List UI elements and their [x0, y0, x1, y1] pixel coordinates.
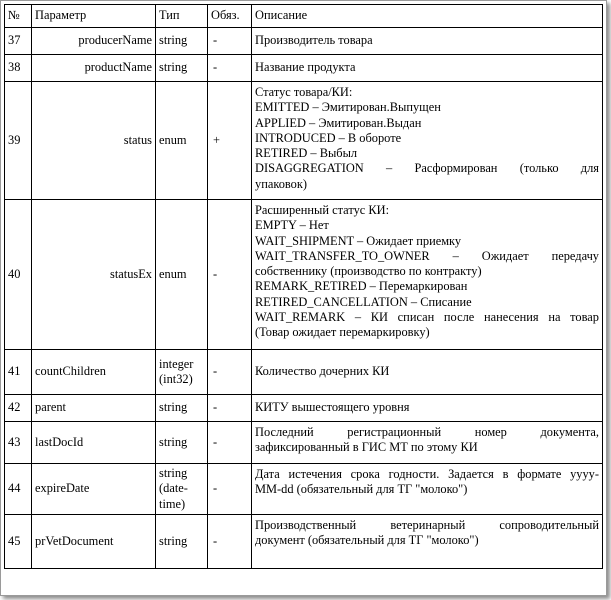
row-desc: Производитель товара [252, 28, 603, 55]
header-type: Тип [156, 5, 208, 28]
table-row [5, 82, 603, 200]
row-required: - [208, 422, 252, 464]
header-num: № [5, 5, 32, 28]
row-num: 45 [5, 515, 32, 569]
row-param: statusEx [32, 200, 156, 350]
row-param: productName [32, 55, 156, 82]
row-type: string [156, 515, 208, 569]
row-num: 40 [5, 200, 32, 350]
row-num: 43 [5, 422, 32, 464]
row-required: - [208, 515, 252, 569]
row-num: 39 [5, 82, 32, 200]
table-row [5, 350, 603, 395]
row-type: integer (int32) [156, 350, 208, 395]
row-desc: Название продукта [252, 55, 603, 82]
table-row [5, 395, 603, 422]
row-type: string [156, 422, 208, 464]
row-required: - [208, 28, 252, 55]
table-row [5, 422, 603, 464]
header-required: Обяз. [208, 5, 252, 28]
header-param: Параметр [32, 5, 156, 28]
row-required: + [208, 82, 252, 200]
row-param: parent [32, 395, 156, 422]
row-desc: Дата истечения срока годности. Задается в формате yyyy- MM-dd (обязательный для ТГ "молоко") [252, 464, 603, 515]
row-param: status [32, 82, 156, 200]
row-required: - [208, 55, 252, 82]
row-param: countChildren [32, 350, 156, 395]
row-type: enum [156, 82, 208, 200]
table-row [5, 55, 603, 82]
row-desc: Производственный ветеринарный сопроводительный документ (обязательный для ТГ "молоко") [252, 515, 603, 569]
row-desc: КИТУ вышестоящего уровня [252, 395, 603, 422]
table-row [5, 515, 603, 569]
row-num: 44 [5, 464, 32, 515]
row-required: - [208, 464, 252, 515]
row-param: prVetDocument [32, 515, 156, 569]
row-param: expireDate [32, 464, 156, 515]
row-param: lastDocId [32, 422, 156, 464]
row-required: - [208, 200, 252, 350]
row-type: string [156, 395, 208, 422]
row-num: 41 [5, 350, 32, 395]
table-row [5, 28, 603, 55]
row-desc: Последний регистрационный номер документа, зафиксированный в ГИС МТ по этому КИ [252, 422, 603, 464]
row-num: 38 [5, 55, 32, 82]
row-type: string [156, 55, 208, 82]
row-num: 37 [5, 28, 32, 55]
row-desc: Количество дочерних КИ [252, 350, 603, 395]
row-desc: Статус товара/КИ: EMITTED – Эмитирован.Выпущен APPLIED – Эмитирован.Выдан INTRODUCED – В обороте RETIRED – Выбыл DISAGGREGATION – Расформирован (только для упаковок) [252, 82, 603, 200]
row-type: string (date-time) [156, 464, 208, 515]
header-desc: Описание [252, 5, 603, 28]
row-required: - [208, 350, 252, 395]
parameters-table [4, 4, 603, 569]
row-type: string [156, 28, 208, 55]
row-desc: Расширенный статус КИ: EMPTY – Нет WAIT_SHIPMENT – Ожидает приемку WAIT_TRANSFER_TO_OWNER – Ожидает передачу собственнику (производство по контракту) REMARK_RETIRED – Перемаркирован RETIRED_CANCELLATION – Списание WAIT_REMARK – КИ списан после нанесения на товар (Товар ожидает перемаркировку) [252, 200, 603, 350]
row-param: producerName [32, 28, 156, 55]
header-row [5, 5, 603, 28]
row-num: 42 [5, 395, 32, 422]
table-row [5, 200, 603, 350]
row-type: enum [156, 200, 208, 350]
row-required: - [208, 395, 252, 422]
table-row [5, 464, 603, 515]
